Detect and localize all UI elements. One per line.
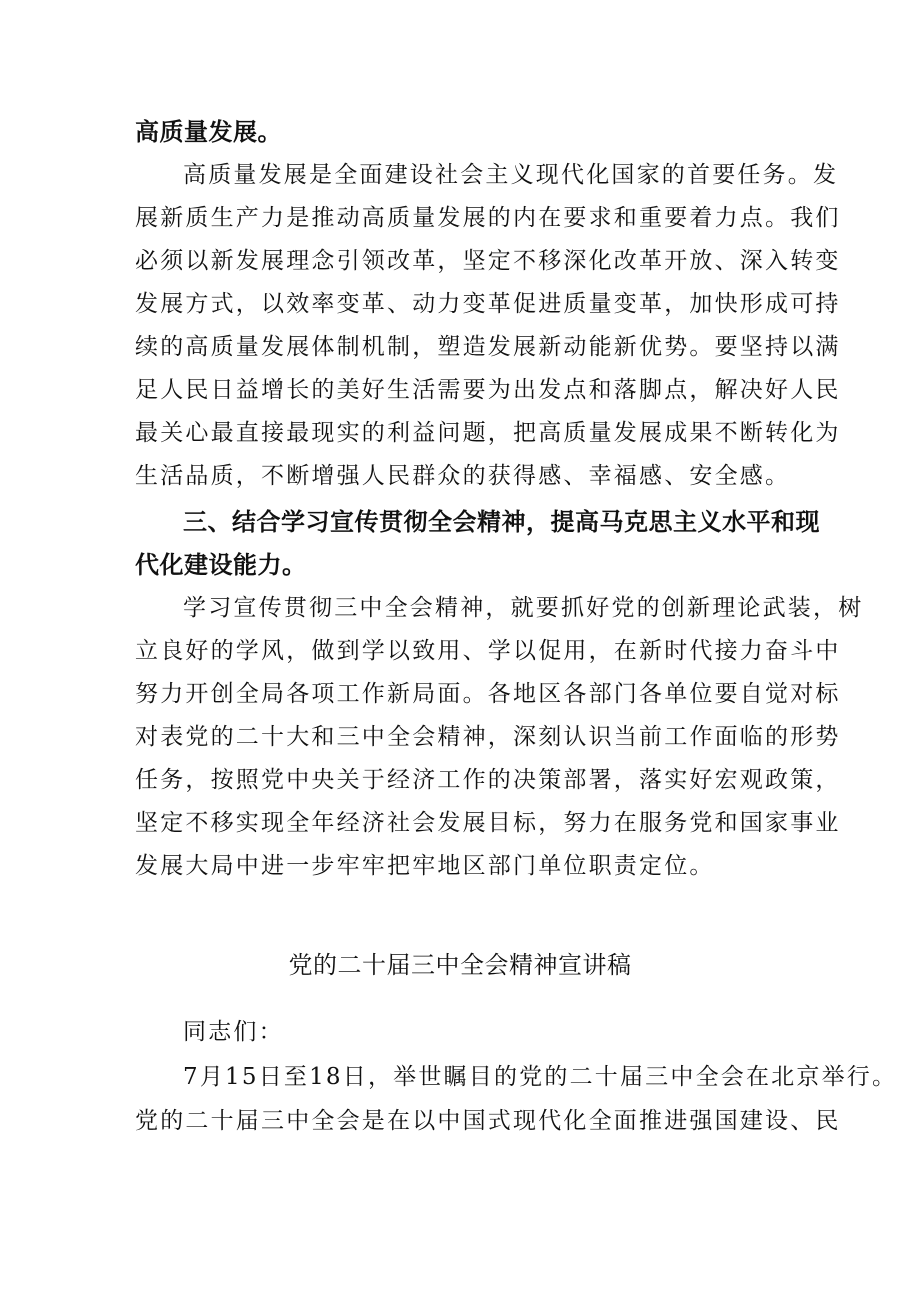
paragraph-line: 发展方式，以效率变革、动力变革促进质量变革，加快形成可持 (135, 291, 841, 317)
section-heading-tail: 高质量发展。 (135, 118, 282, 146)
paragraph-line: 生活品质，不断增强人民群众的获得感、幸福感、安全感。 (135, 463, 791, 489)
paragraph-line: 对表党的二十大和三中全会精神，深刻认识当前工作面临的形势 (135, 724, 841, 750)
paragraph-line: 发展大局中进一步牢牢把牢地区部门单位职责定位。 (135, 853, 715, 879)
paragraph-line: 7月15日至18日，举世瞩目的党的二十届三中全会在北京举行。 (183, 1064, 898, 1090)
salutation: 同志们： (183, 1019, 284, 1045)
paragraph-line: 展新质生产力是推动高质量发展的内在要求和重要着力点。我们 (135, 205, 841, 231)
paragraph-line: 学习宣传贯彻三中全会精神，就要抓好党的创新理论武装，树 (183, 595, 864, 621)
paragraph-line: 高质量发展是全面建设社会主义现代化国家的首要任务。发 (183, 162, 839, 188)
paragraph-line: 续的高质量发展体制机制，塑造发展新动能新优势。要坚持以满 (135, 334, 841, 360)
paragraph-line: 坚定不移实现全年经济社会发展目标，努力在服务党和国家事业 (135, 810, 841, 836)
section-heading-continued: 代化建设能力。 (135, 551, 307, 579)
paragraph-line: 党的二十届三中全会是在以中国式现代化全面推进强国建设、民 (135, 1108, 841, 1134)
speech-title: 党的二十届三中全会精神宣讲稿 (288, 951, 632, 979)
paragraph-line: 足人民日益增长的美好生活需要为出发点和落脚点，解决好人民 (135, 377, 841, 403)
paragraph-line: 最关心最直接最现实的利益问题，把高质量发展成果不断转化为 (135, 420, 841, 446)
section-heading: 三、结合学习宣传贯彻全会精神，提高马克思主义水平和现 (183, 508, 820, 536)
paragraph-line: 努力开创全局各项工作新局面。各地区各部门各单位要自觉对标 (135, 681, 841, 707)
paragraph-line: 立良好的学风，做到学以致用、学以促用，在新时代接力奋斗中 (135, 638, 841, 664)
paragraph-line: 必须以新发展理念引领改革，坚定不移深化改革开放、深入转变 (135, 248, 841, 274)
paragraph-line: 任务，按照党中央关于经济工作的决策部署，落实好宏观政策， (135, 767, 841, 793)
